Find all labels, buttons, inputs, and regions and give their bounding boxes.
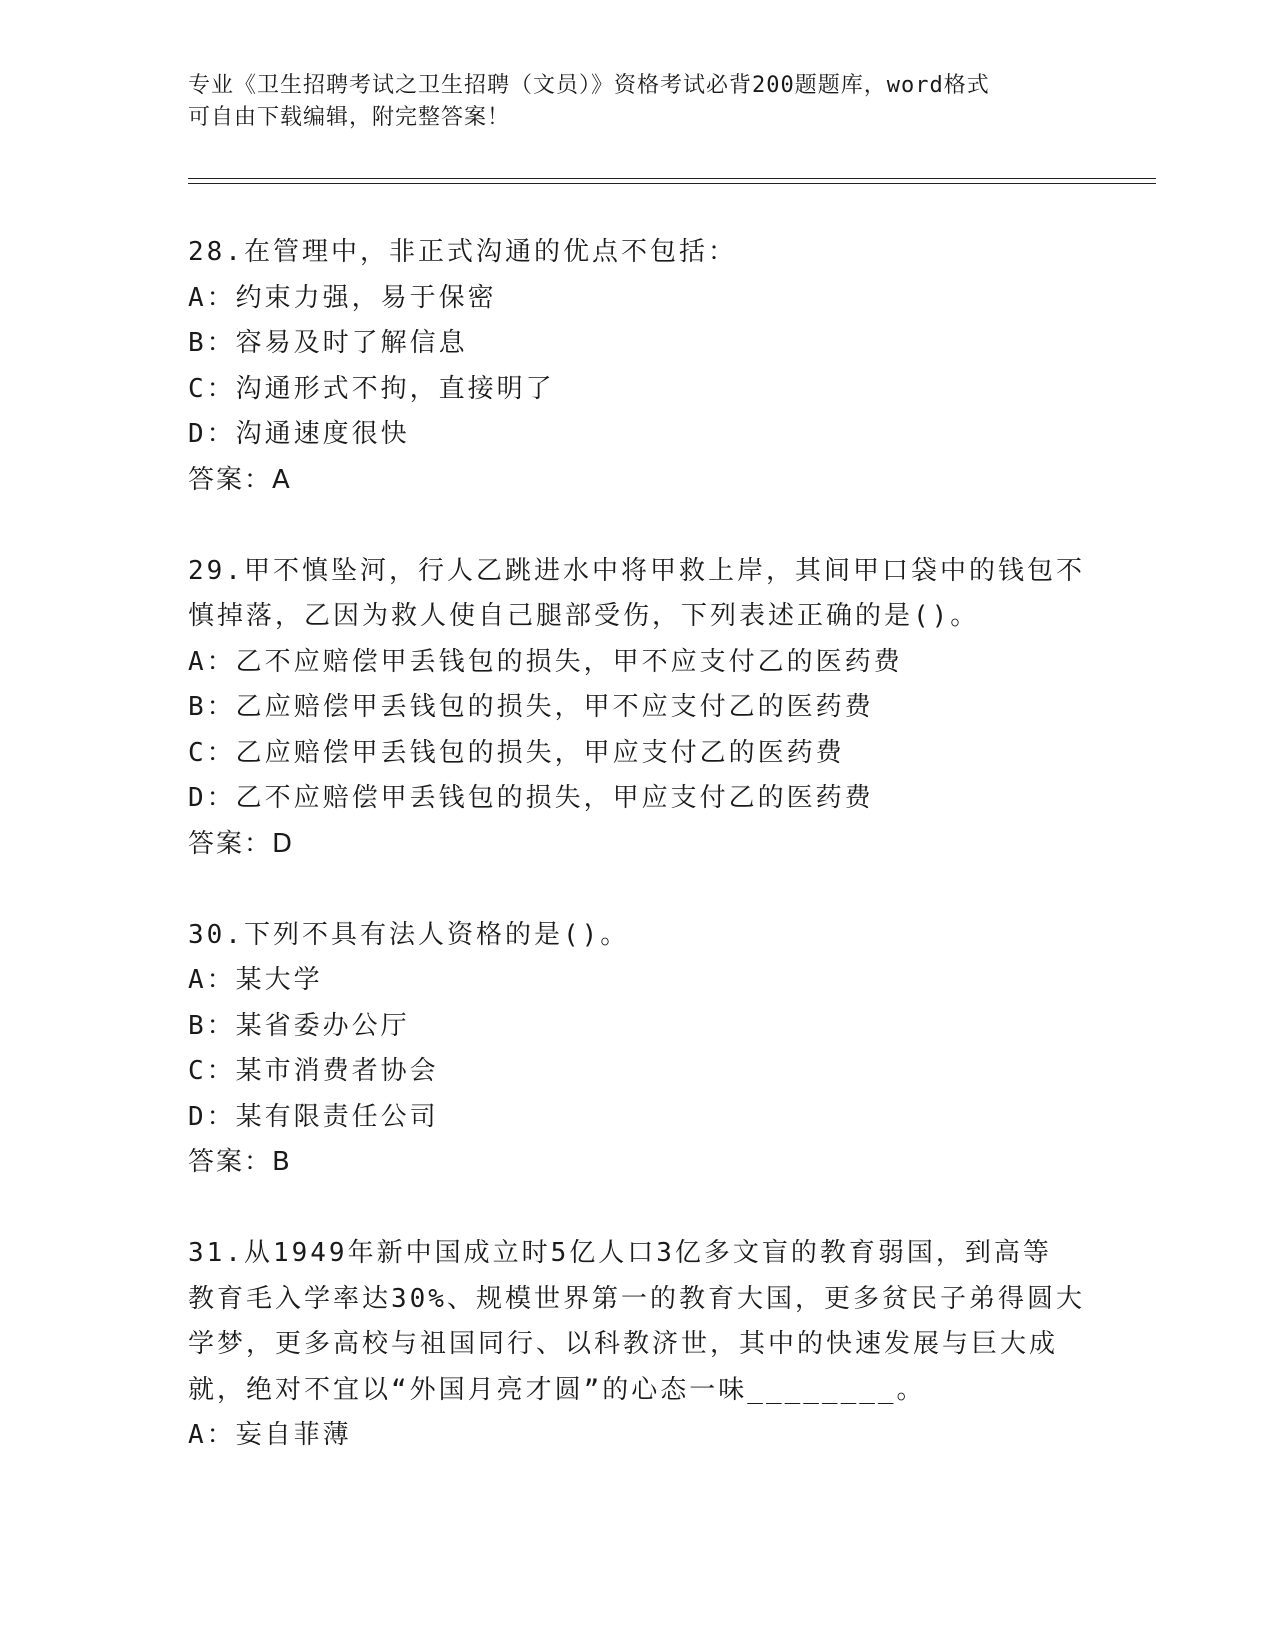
document-header <box>188 70 1068 134</box>
option-a: A：某大学 <box>188 965 323 995</box>
option-d: D：乙不应赔偿甲丢钱包的损失，甲应支付乙的医药费 <box>188 783 874 813</box>
option-b: B：容易及时了解信息 <box>188 328 468 358</box>
question-spacer <box>188 503 1088 549</box>
option-d: D：某有限责任公司 <box>188 1101 439 1132</box>
question-31 <box>188 1231 1088 1459</box>
question-29 <box>188 549 1088 868</box>
question-28 <box>188 230 1088 503</box>
answer: 答案：D <box>188 828 295 859</box>
question-30 <box>188 913 1088 1186</box>
option-b: B：乙应赔偿甲丢钱包的损失，甲不应支付乙的医药费 <box>188 692 874 722</box>
option-a: A：约束力强，易于保密 <box>188 282 497 313</box>
option-a: A：乙不应赔偿甲丢钱包的损失，甲不应支付乙的医药费 <box>188 646 903 677</box>
question-spacer <box>188 867 1088 913</box>
answer: 答案：A <box>188 464 292 495</box>
question-stem: 31.从1949年新中国成立时5亿人口3亿多文盲的教育弱国，到高等 <box>188 1238 1052 1268</box>
question-stem: 28.在管理中，非正式沟通的优点不包括： <box>188 237 737 267</box>
answer: 答案：B <box>188 1147 292 1177</box>
header-line-1: 专业《卫生招聘考试之卫生招聘（文员）》资格考试必背200题题库，word格式 <box>188 73 990 98</box>
question-stem: 就，绝对不宜以“外国月亮才圆”的心态一味________。 <box>188 1374 926 1405</box>
question-stem: 29.甲不慎坠河，行人乙跳进水中将甲救上岸，其间甲口袋中的钱包不 <box>188 555 1085 586</box>
question-stem: 慎掉落，乙因为救人使自己腿部受伤，下列表述正确的是()。 <box>188 601 980 631</box>
question-spacer <box>188 1186 1088 1232</box>
header-divider-top <box>188 178 1156 179</box>
option-c: C：乙应赔偿甲丢钱包的损失，甲应支付乙的医药费 <box>188 737 845 768</box>
option-b: B：某省委办公厅 <box>188 1010 410 1041</box>
header-line-2: 可自由下载编辑，附完整答案！ <box>188 105 511 130</box>
header-divider-bottom <box>188 183 1156 184</box>
option-a: A：妄自菲薄 <box>188 1420 352 1450</box>
question-stem: 教育毛入学率达30%、规模世界第一的教育大国，更多贫民子弟得圆大 <box>188 1283 1085 1314</box>
option-d: D：沟通速度很快 <box>188 419 410 449</box>
option-c: C：沟通形式不拘，直接明了 <box>188 373 555 404</box>
question-list <box>188 230 1088 1459</box>
question-stem: 30.下列不具有法人资格的是()。 <box>188 919 630 950</box>
option-c: C：某市消费者协会 <box>188 1056 439 1086</box>
question-stem: 学梦，更多高校与祖国同行、以科教济世，其中的快速发展与巨大成 <box>188 1329 1059 1359</box>
